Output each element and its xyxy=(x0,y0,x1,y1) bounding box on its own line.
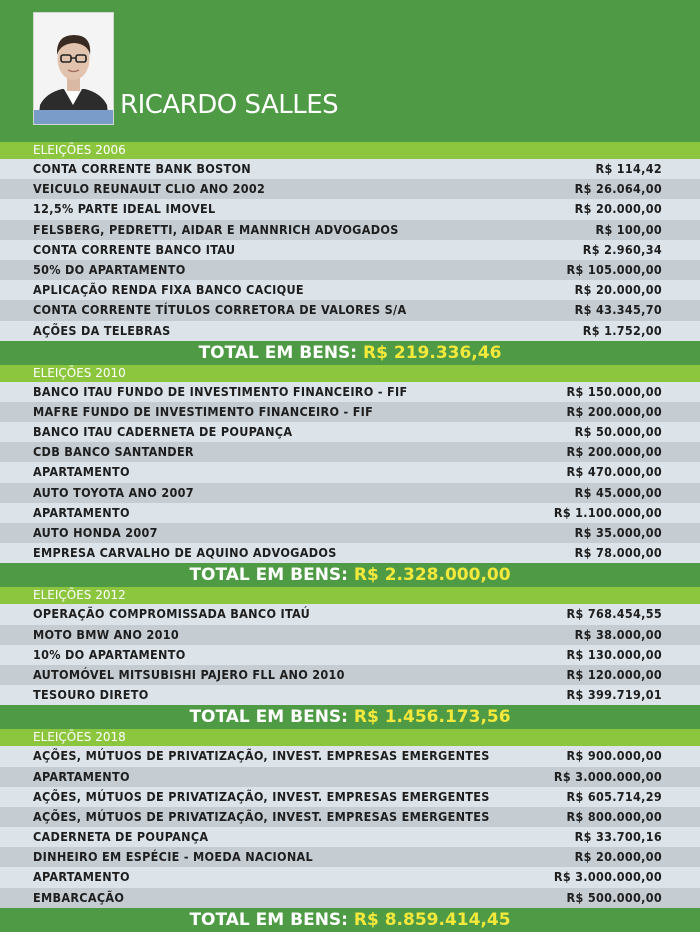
asset-value: R$ 38.000,00 xyxy=(574,626,662,642)
asset-row xyxy=(0,787,700,807)
total-label: TOTAL EM BENS: xyxy=(198,342,358,363)
asset-value: R$ 35.000,00 xyxy=(574,525,662,540)
asset-value: R$ 768.454,55 xyxy=(566,606,662,622)
asset-row xyxy=(0,402,700,422)
portrait-photo xyxy=(33,12,114,125)
asset-description: CONTA CORRENTE BANCO ITAU xyxy=(33,241,236,257)
asset-value: R$ 120.000,00 xyxy=(566,666,662,682)
portrait-illustration xyxy=(34,13,113,124)
asset-value: R$ 470.000,00 xyxy=(566,464,662,480)
section-label: ELEIÇÕES 2012 xyxy=(0,587,700,604)
asset-row xyxy=(0,159,700,179)
asset-row xyxy=(0,382,700,402)
asset-value: R$ 114,42 xyxy=(595,161,662,176)
asset-value: R$ 200.000,00 xyxy=(566,444,662,460)
asset-value: R$ 1.100.000,00 xyxy=(553,504,662,520)
asset-value: R$ 900.000,00 xyxy=(566,748,662,764)
section-label: ELEIÇÕES 2006 xyxy=(0,142,700,159)
asset-row xyxy=(0,300,700,320)
asset-description: 10% DO APARTAMENTO xyxy=(33,646,186,662)
asset-description: AÇÕES, MÚTUOS DE PRIVATIZAÇÃO, INVEST. EMPRESAS EMERGENTES xyxy=(33,808,490,824)
asset-row xyxy=(0,888,700,908)
asset-value: R$ 26.064,00 xyxy=(574,181,662,197)
asset-row xyxy=(0,199,700,219)
asset-value: R$ 800.000,00 xyxy=(566,808,662,824)
election-section xyxy=(0,142,700,365)
asset-value: R$ 1.752,00 xyxy=(582,322,662,338)
asset-description: CONTA CORRENTE BANK BOSTON xyxy=(33,161,252,176)
asset-row xyxy=(0,179,700,199)
total-assets-row xyxy=(0,705,700,729)
asset-row xyxy=(0,604,700,624)
asset-value: R$ 43.345,70 xyxy=(574,302,662,318)
assets-sections xyxy=(0,142,700,932)
asset-row xyxy=(0,503,700,523)
asset-value: R$ 399.719,01 xyxy=(566,687,662,703)
asset-row xyxy=(0,483,700,503)
total-amount: R$ 8.859.414,45 xyxy=(353,909,511,930)
asset-row xyxy=(0,867,700,887)
asset-value: R$ 20.000,00 xyxy=(574,282,662,298)
asset-description: MOTO BMW ANO 2010 xyxy=(33,626,179,642)
asset-description: APLICAÇÃO RENDA FIXA BANCO CACIQUE xyxy=(33,282,304,298)
asset-row xyxy=(0,240,700,260)
election-section xyxy=(0,587,700,729)
asset-value: R$ 2.960,34 xyxy=(582,241,662,257)
total-amount: R$ 219.336,46 xyxy=(363,342,502,363)
asset-description: EMPRESA CARVALHO DE AQUINO ADVOGADOS xyxy=(33,545,337,561)
asset-row xyxy=(0,442,700,462)
asset-row xyxy=(0,827,700,847)
asset-description: DINHEIRO EM ESPÉCIE - MOEDA NACIONAL xyxy=(33,849,314,865)
asset-description: CADERNETA DE POUPANÇA xyxy=(33,829,209,845)
asset-value: R$ 45.000,00 xyxy=(574,484,662,500)
asset-value: R$ 50.000,00 xyxy=(574,424,662,440)
asset-value: R$ 200.000,00 xyxy=(566,403,662,419)
asset-row xyxy=(0,625,700,645)
asset-description: FELSBERG, PEDRETTI, AIDAR E MANNRICH ADVOGADOS xyxy=(33,221,399,237)
asset-description: 12,5% PARTE IDEAL IMOVEL xyxy=(33,201,216,217)
asset-value: R$ 20.000,00 xyxy=(574,849,662,865)
election-section xyxy=(0,729,700,932)
asset-description: MAFRE FUNDO DE INVESTIMENTO FINANCEIRO - FIF xyxy=(33,403,374,419)
asset-value: R$ 78.000,00 xyxy=(574,545,662,561)
asset-value: R$ 33.700,16 xyxy=(574,829,662,845)
total-amount: R$ 1.456.173,56 xyxy=(353,707,511,728)
asset-description: AUTOMÓVEL MITSUBISHI PAJERO FLL ANO 2010 xyxy=(33,666,345,682)
asset-description: APARTAMENTO xyxy=(33,464,130,480)
asset-value: R$ 130.000,00 xyxy=(566,646,662,662)
asset-value: R$ 3.000.000,00 xyxy=(553,869,662,885)
asset-row xyxy=(0,523,700,543)
asset-description: AÇÕES, MÚTUOS DE PRIVATIZAÇÃO, INVEST. EMPRESAS EMERGENTES xyxy=(33,788,490,804)
election-section xyxy=(0,365,700,588)
asset-row xyxy=(0,807,700,827)
asset-row xyxy=(0,543,700,563)
asset-value: R$ 105.000,00 xyxy=(566,261,662,277)
header xyxy=(0,0,700,142)
section-label: ELEIÇÕES 2018 xyxy=(0,729,700,746)
asset-row xyxy=(0,260,700,280)
asset-row xyxy=(0,665,700,685)
asset-description: APARTAMENTO xyxy=(33,768,130,784)
photo-caption-band xyxy=(34,110,113,124)
asset-row xyxy=(0,645,700,665)
total-label: TOTAL EM BENS: xyxy=(189,565,348,586)
asset-value: R$ 100,00 xyxy=(595,221,662,237)
asset-description: TESOURO DIRETO xyxy=(33,687,149,703)
asset-value: R$ 20.000,00 xyxy=(574,201,662,217)
asset-row xyxy=(0,462,700,482)
asset-description: AÇÕES DA TELEBRAS xyxy=(33,322,171,338)
asset-row xyxy=(0,767,700,787)
asset-row xyxy=(0,280,700,300)
asset-row xyxy=(0,422,700,442)
asset-description: AÇÕES, MÚTUOS DE PRIVATIZAÇÃO, INVEST. EMPRESAS EMERGENTES xyxy=(33,748,490,764)
asset-description: APARTAMENTO xyxy=(33,869,130,885)
total-label: TOTAL EM BENS: xyxy=(189,909,348,930)
asset-description: BANCO ITAU CADERNETA DE POUPANÇA xyxy=(33,424,293,440)
total-assets-row xyxy=(0,563,700,587)
asset-description: CONTA CORRENTE TÍTULOS CORRETORA DE VALORES S/A xyxy=(33,302,407,318)
asset-value: R$ 150.000,00 xyxy=(566,383,662,399)
candidate-name: RICARDO SALLES xyxy=(120,90,339,120)
asset-description: BANCO ITAU FUNDO DE INVESTIMENTO FINANCEIRO - FIF xyxy=(33,383,408,399)
asset-value: R$ 605.714,29 xyxy=(566,788,662,804)
asset-description: EMBARCAÇÃO xyxy=(33,889,125,905)
asset-value: R$ 3.000.000,00 xyxy=(553,768,662,784)
asset-description: CDB BANCO SANTANDER xyxy=(33,444,194,460)
asset-list xyxy=(0,746,700,908)
asset-value: R$ 500.000,00 xyxy=(566,889,662,905)
asset-row xyxy=(0,746,700,766)
total-amount: R$ 2.328.000,00 xyxy=(353,565,511,586)
total-assets-row xyxy=(0,908,700,932)
asset-description: OPERAÇÃO COMPROMISSADA BANCO ITAÚ xyxy=(33,606,311,622)
asset-description: AUTO HONDA 2007 xyxy=(33,525,158,540)
asset-description: 50% DO APARTAMENTO xyxy=(33,261,186,277)
asset-list xyxy=(0,382,700,564)
total-assets-row xyxy=(0,341,700,365)
asset-row xyxy=(0,220,700,240)
asset-list xyxy=(0,604,700,705)
asset-description: AUTO TOYOTA ANO 2007 xyxy=(33,484,194,500)
total-label: TOTAL EM BENS: xyxy=(189,707,348,728)
asset-description: VEICULO REUNAULT CLIO ANO 2002 xyxy=(33,181,266,197)
section-label: ELEIÇÕES 2010 xyxy=(0,365,700,382)
asset-list xyxy=(0,159,700,341)
asset-row xyxy=(0,847,700,867)
asset-row xyxy=(0,321,700,341)
asset-row xyxy=(0,685,700,705)
asset-description: APARTAMENTO xyxy=(33,504,130,520)
